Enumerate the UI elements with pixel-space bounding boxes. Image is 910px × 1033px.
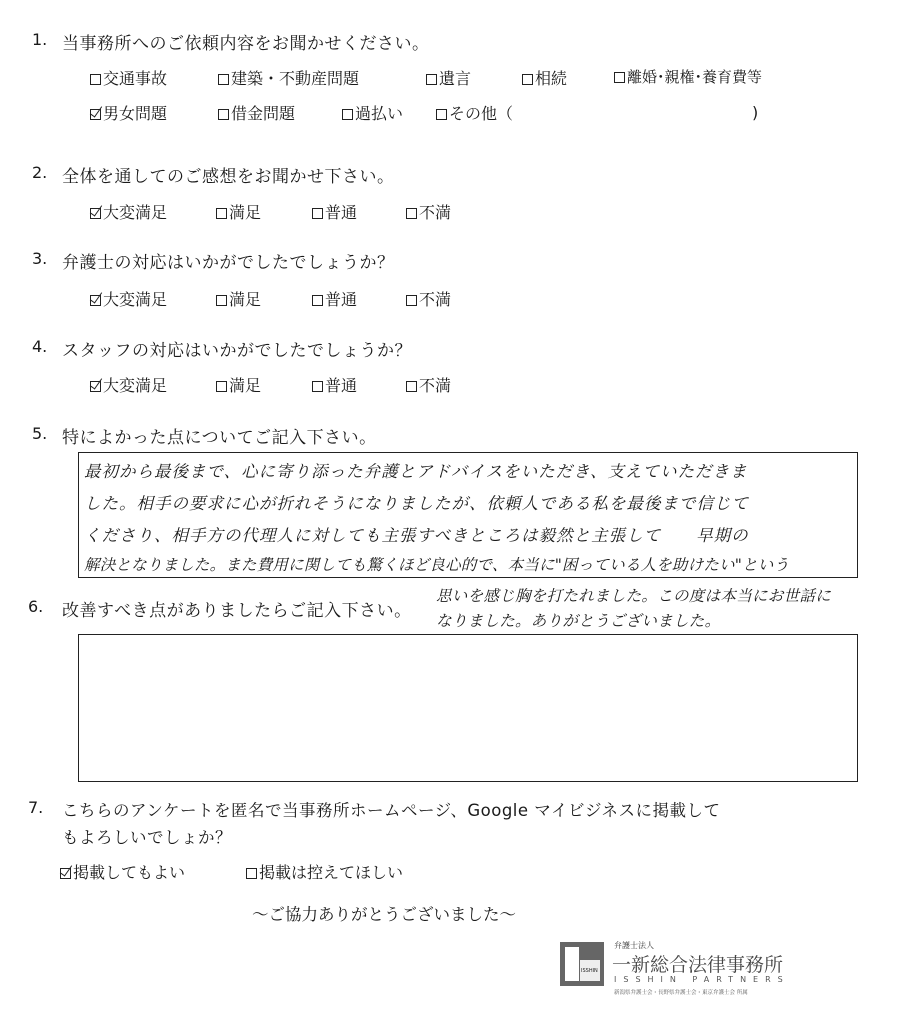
logo-mark-icon: ISSHIN [560,942,604,986]
q2-number: 2. [32,163,48,182]
q5-answer-line-2: した。相手の要求に心が折れそうになりましたが、依頼人である私を最後まで信じて [84,494,749,513]
q3-text: 弁護士の対応はいかがでしたでしょうか？ [62,253,395,273]
checkbox[interactable] [426,74,437,85]
q6-number: 6. [28,597,44,616]
q4-option-satisfied[interactable]: 満足 [216,373,261,396]
checkbox-checked[interactable] [60,868,71,879]
checkbox[interactable] [312,208,323,219]
q5-answer-line-3: くださり、相手方の代理人に対しても主張すべきところは毅然と主張して 早期の [84,526,749,545]
q4-number: 4. [32,337,48,356]
q5-answer-overflow-line-1: 思いを感じ胸を打たれました。この度は本当にお世話に [436,587,832,605]
q1-other-close-paren: ) [752,103,759,122]
checkbox-checked[interactable] [90,109,101,120]
checkbox-checked[interactable] [90,208,101,219]
q4-option-very-satisfied[interactable]: 大変満足 [90,373,167,396]
closing-message: ～ご協力ありがとうございました～ [252,905,516,924]
q1-text: 当事務所へのご依頼内容をお聞かせください。 [62,34,430,54]
checkbox[interactable] [406,295,417,306]
q7-option-decline[interactable]: 掲載は控えてほしい [246,860,403,883]
q7-number: 7. [28,798,44,817]
checkbox-checked[interactable] [90,295,101,306]
checkbox[interactable] [312,295,323,306]
q7-option-allow[interactable]: 掲載してもよい [60,860,185,883]
q1-option-debt[interactable]: 借金問題 [218,101,295,124]
q1-option-traffic[interactable]: 交通事故 [90,66,167,89]
q6-text: 改善すべき点がありましたらご記入下さい。 [62,601,412,621]
q2-option-neutral[interactable]: 普通 [312,200,357,223]
q1-option-inheritance[interactable]: 相続 [522,66,567,89]
q5-answer-overflow-line-2: なりました。ありがとうございました。 [436,612,721,630]
q6-answer-box[interactable] [78,634,858,782]
checkbox[interactable] [246,868,257,879]
q1-option-real-estate[interactable]: 建築・不動産問題 [218,66,359,89]
q4-option-neutral[interactable]: 普通 [312,373,357,396]
logo-roman-name: ISSHIN PARTNERS [614,975,790,984]
logo-corp-type: 弁護士法人 [614,941,654,950]
q2-text: 全体を通してのご感想をお聞かせ下さい。 [62,167,395,187]
q7-text-line-2: もよろしいでしょか？ [62,828,232,847]
q3-option-neutral[interactable]: 普通 [312,287,357,310]
q3-number: 3. [32,249,48,268]
logo-firm-name: 一新総合法律事務所 [612,954,784,976]
q7-text-line-1: こちらのアンケートを匿名で当事務所ホームページ、Google マイビジネスに掲載して [62,801,721,820]
firm-logo [560,940,800,1010]
q2-option-satisfied[interactable]: 満足 [216,200,261,223]
q1-option-other[interactable]: その他（ [436,101,513,124]
q3-option-dissatisfied[interactable]: 不満 [406,287,451,310]
checkbox-checked[interactable] [90,381,101,392]
logo-affiliation: 新潟県弁護士会・長野県弁護士会・東京弁護士会 所属 [614,990,748,996]
checkbox[interactable] [436,109,447,120]
q1-option-relationship[interactable]: 男女問題 [90,101,167,124]
checkbox[interactable] [218,109,229,120]
checkbox[interactable] [522,74,533,85]
q5-number: 5. [32,424,48,443]
q5-answer-line-1: 最初から最後まで、心に寄り添った弁護とアドバイスをいただき、支えていただきま [84,462,748,481]
q3-option-very-satisfied[interactable]: 大変満足 [90,287,167,310]
q4-option-dissatisfied[interactable]: 不満 [406,373,451,396]
q2-option-dissatisfied[interactable]: 不満 [406,200,451,223]
q1-number: 1. [32,30,48,49]
q5-answer-line-4: 解決となりました。また費用に関しても驚くほど良心的で、本当に"困っている人を助けたい"という [84,556,790,574]
checkbox[interactable] [216,295,227,306]
checkbox[interactable] [342,109,353,120]
checkbox[interactable] [218,74,229,85]
q4-text: スタッフの対応はいかがでしたでしょうか？ [62,341,412,361]
checkbox[interactable] [216,208,227,219]
q1-option-divorce[interactable]: 離婚･親権･養育費等 [614,66,762,87]
q5-text: 特によかった点についてご記入下さい。 [62,428,377,448]
q3-option-satisfied[interactable]: 満足 [216,287,261,310]
checkbox[interactable] [406,208,417,219]
checkbox[interactable] [312,381,323,392]
checkbox[interactable] [90,74,101,85]
q2-option-very-satisfied[interactable]: 大変満足 [90,200,167,223]
checkbox[interactable] [216,381,227,392]
q1-option-will[interactable]: 遺言 [426,66,471,89]
checkbox[interactable] [614,72,625,83]
q1-option-overpayment[interactable]: 過払い [342,101,403,124]
checkbox[interactable] [406,381,417,392]
